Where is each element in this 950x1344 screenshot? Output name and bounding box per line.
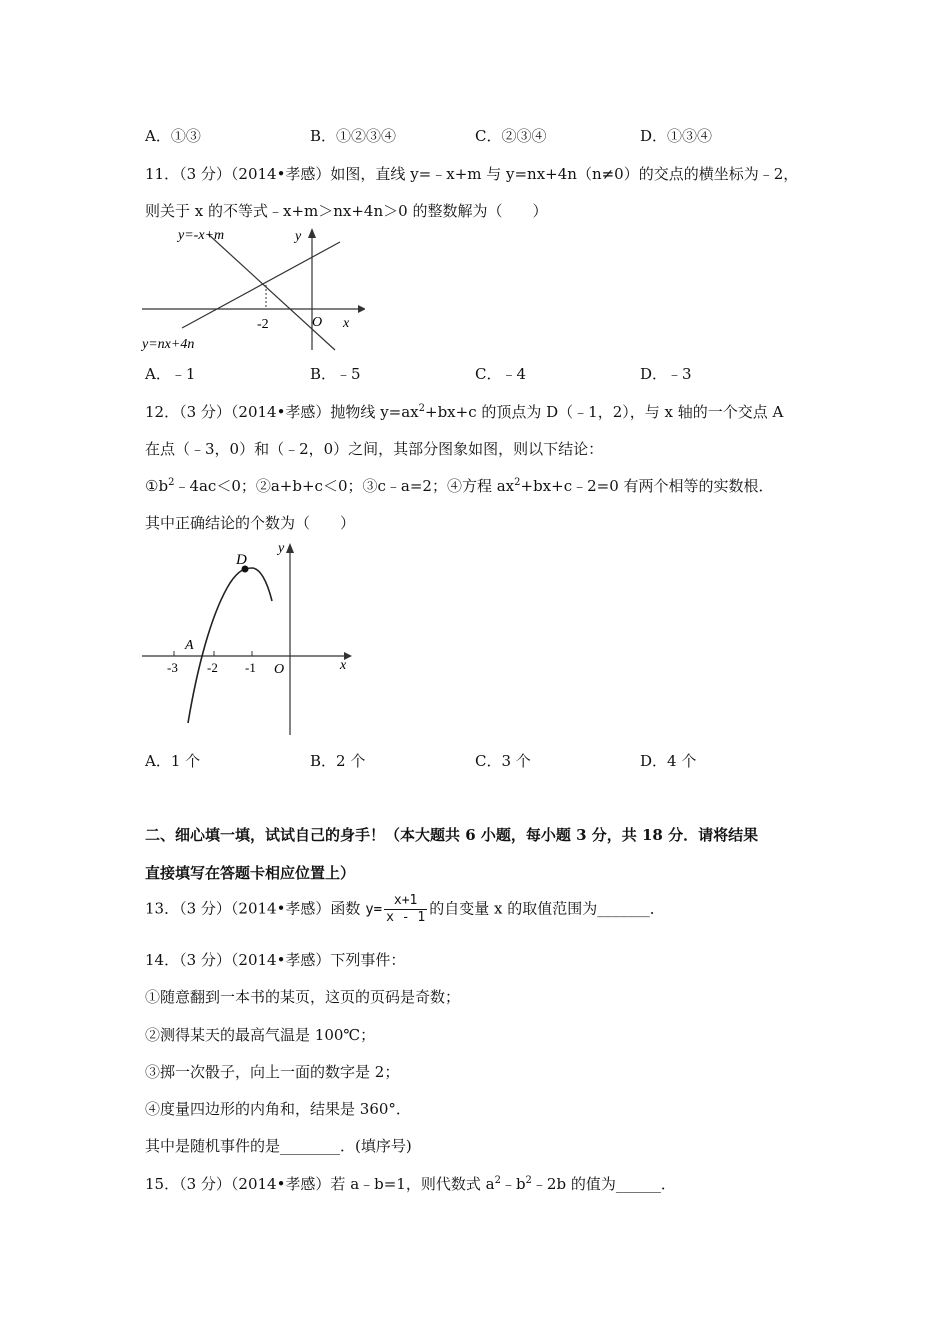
q12-parabola	[188, 568, 272, 723]
q15-stem: 15．（3 分）（2014•孝感）若 a﹣b=1，则代数式 $a^2﹣b^2﹣2b$ 的值为______．	[145, 1175, 676, 1193]
section2-heading-line2: 直接填写在答题卡相应位置上）	[145, 864, 356, 882]
q12-tick-label-m2: -2	[207, 660, 218, 675]
q11-line-neg	[208, 234, 335, 350]
q11-option-a: A．﹣1	[145, 365, 196, 383]
q12-x-label: x	[340, 658, 347, 673]
q12-y-arrow	[286, 543, 294, 553]
section2-heading-line1: 二、细心填一填，试试自己的身手！（本大题共 6 小题，每小题 3 分，共 18 分．请将结果	[145, 826, 759, 844]
q11-x-label: x	[343, 316, 350, 331]
q12-stem-line1: 12．（3 分）（2014•孝感）抛物线 $y=ax^2+bx+c$ 的顶点为 D（﹣1，2），与 x 轴的一个交点 A	[145, 403, 784, 421]
q12-y-label: y	[278, 541, 285, 556]
q10-option-c: C．②③④	[475, 127, 547, 145]
q12-tick-label-m3: -3	[167, 660, 178, 675]
q14-item-2: ②测得某天的最高气温是 100℃；	[145, 1026, 376, 1044]
q12-option-c: C．3 个	[475, 752, 531, 770]
q11-stem-line1: 11．（3 分）（2014•孝感）如图，直线 y=﹣x+m 与 y=nx+4n（n≠0）的交点的横坐标为﹣2，	[145, 165, 799, 183]
q14-item-1: ①随意翻到一本书的某页，这页的页码是奇数；	[145, 988, 461, 1006]
q13-function-y: y=	[365, 901, 383, 918]
q11-figure	[140, 222, 365, 354]
q14-item-3: ③掷一次骰子，向上一面的数字是 2；	[145, 1063, 400, 1081]
q14-question: 其中是随机事件的是________．(填序号)	[145, 1137, 412, 1155]
q12-figure	[140, 535, 355, 740]
q13-denominator: x - 1	[386, 910, 426, 925]
q10-option-a: A．①③	[145, 127, 201, 145]
q12-option-b: B．2 个	[310, 752, 366, 770]
q11-option-d: D．﹣3	[640, 365, 692, 383]
q11-label-line-neg: y=-x+m	[178, 228, 225, 243]
q12-point-a-label: A	[185, 638, 194, 653]
q10-option-b: B．①②③④	[310, 127, 397, 145]
q14-item-4: ④度量四边形的内角和，结果是 360°．	[145, 1100, 411, 1118]
q11-option-c: C．﹣4	[475, 365, 527, 383]
q12-option-a: A．1 个	[145, 752, 201, 770]
q11-tick-label: -2	[257, 317, 269, 332]
q11-option-b: B．﹣5	[310, 365, 361, 383]
q12-stem-line4: 其中正确结论的个数为（ ）	[145, 514, 356, 532]
q13-fraction	[384, 893, 427, 926]
q11-stem-line2: 则关于 x 的不等式﹣x+m＞nx+4n＞0 的整数解为（ ）	[145, 202, 548, 220]
q12-tick-label-m1: -1	[245, 660, 256, 675]
q12-option-d: D．4 个	[640, 752, 697, 770]
q12-stem-line3: $①b^2﹣4ac<0$；②a+b+c＜0；③c﹣a=2；④方程 $ax^2+bx+c﹣2=0$ 有两个相等的实数根．	[145, 477, 774, 495]
q12-vertex-label: D	[236, 552, 247, 568]
q11-origin-label: O	[312, 315, 323, 330]
q13-numerator: x+1	[384, 893, 427, 910]
q13-stem: 13．（3 分）（2014•孝感）函数 y= $\frac{x+1}{x - 1}$ 的自变量 x 的取值范围为_______．	[145, 893, 665, 925]
q10-option-d: D．①③④	[640, 127, 713, 145]
q11-label-line-pos: y=nx+4n	[142, 337, 195, 352]
q11-y-label: y	[295, 229, 302, 244]
q11-y-arrow	[308, 228, 316, 238]
q12-stem-line2: 在点（﹣3，0）和（﹣2，0）之间，其部分图象如图，则以下结论：	[145, 440, 604, 458]
q12-origin-label: O	[274, 662, 285, 677]
q14-stem: 14．（3 分）（2014•孝感）下列事件：	[145, 951, 406, 969]
q11-x-arrow	[358, 305, 365, 313]
